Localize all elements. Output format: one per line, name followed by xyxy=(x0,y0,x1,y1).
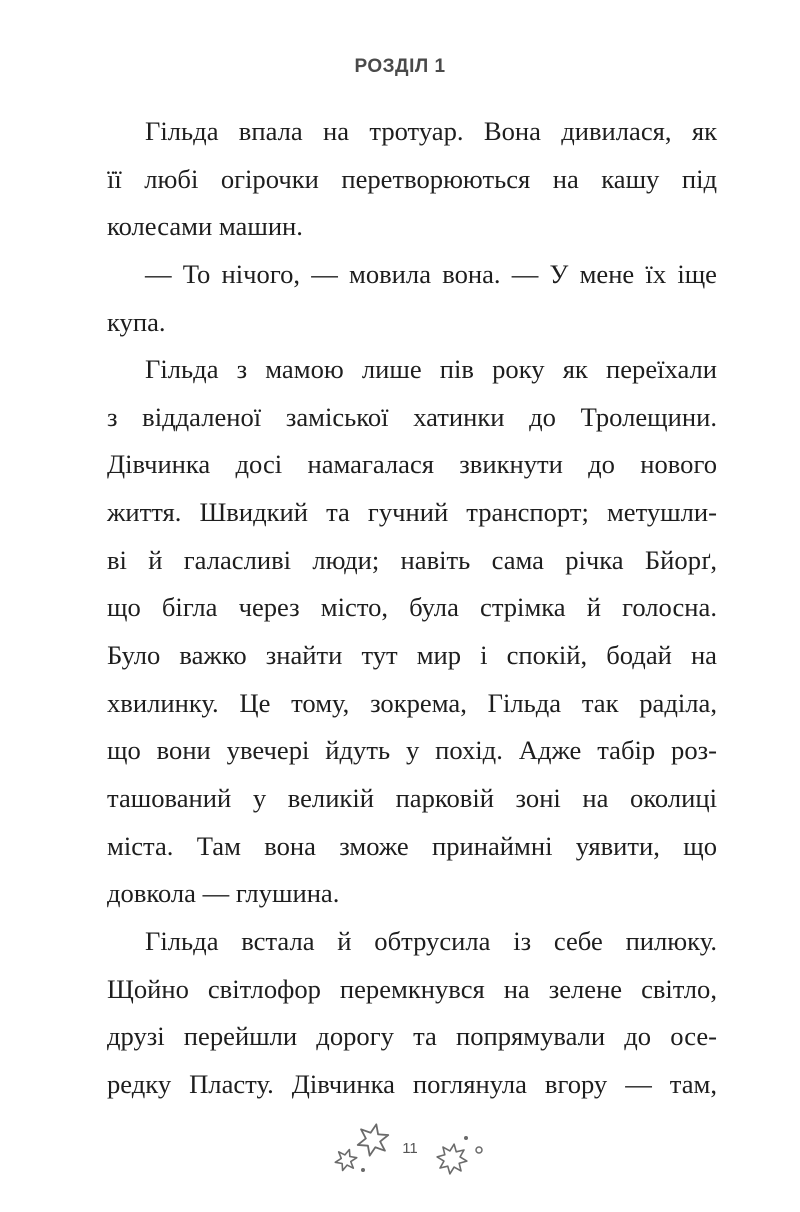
page-footer xyxy=(0,1120,800,1180)
text-line: ташований у великій парковій зоні на околиці xyxy=(107,782,717,813)
text-line: друзі перейшли дорогу та попрямували до осе- xyxy=(107,1021,717,1052)
text-line: Гільда впала на тротуар. Вона дивилася, як xyxy=(145,116,717,146)
text-line: купа. xyxy=(107,306,166,337)
text-line: ві й галасливі люди; навіть сама річка Бйорґ, xyxy=(107,544,717,575)
text-line: що бігла через місто, була стрімка й голосна. xyxy=(107,592,717,623)
text-line: життя. Швидкий та гучний транспорт; метушли- xyxy=(107,497,717,528)
text-line: редку Пласту. Дівчинка поглянула вгору — там, xyxy=(107,1068,717,1099)
text-line: хвилинку. Це тому, зокрема, Гільда так раділа, xyxy=(107,687,717,718)
dot-icon xyxy=(463,1135,469,1141)
text-line: Гільда з мамою лише пів року як переїхали xyxy=(145,354,717,385)
burst-star-icon xyxy=(435,1142,469,1176)
text-line: з віддаленої заміської хатинки до Тролещини. xyxy=(107,401,717,432)
large-star-icon xyxy=(355,1122,391,1158)
text-line: довкола — глушина. xyxy=(107,878,340,909)
text-line: Було важко знайти тут мир і спокій, бодай на xyxy=(107,640,717,671)
text-line: — То нічого, — мовила вона. — У мене їх іще xyxy=(145,258,717,289)
dot-icon xyxy=(360,1167,366,1173)
text-line: Дівчинка досі намагалася звикнути до нового xyxy=(107,449,717,480)
page-number: 11 xyxy=(402,1140,418,1157)
ring-icon xyxy=(474,1145,484,1155)
text-line: колесами машин. xyxy=(107,211,303,242)
text-line: Гільда встала й обтрусила із себе пилюку. xyxy=(145,925,717,956)
text-line: міста. Там вона зможе принаймні уявити, що xyxy=(107,830,717,861)
body-text xyxy=(107,108,717,1108)
text-line: Щойно світлофор перемкнувся на зелене світло, xyxy=(107,973,717,1004)
text-line: що вони увечері йдуть у похід. Адже табір роз- xyxy=(107,735,717,766)
chapter-heading: РОЗДІЛ 1 xyxy=(354,56,446,77)
text-line: її любі огірочки перетворюються на кашу під xyxy=(107,163,717,194)
